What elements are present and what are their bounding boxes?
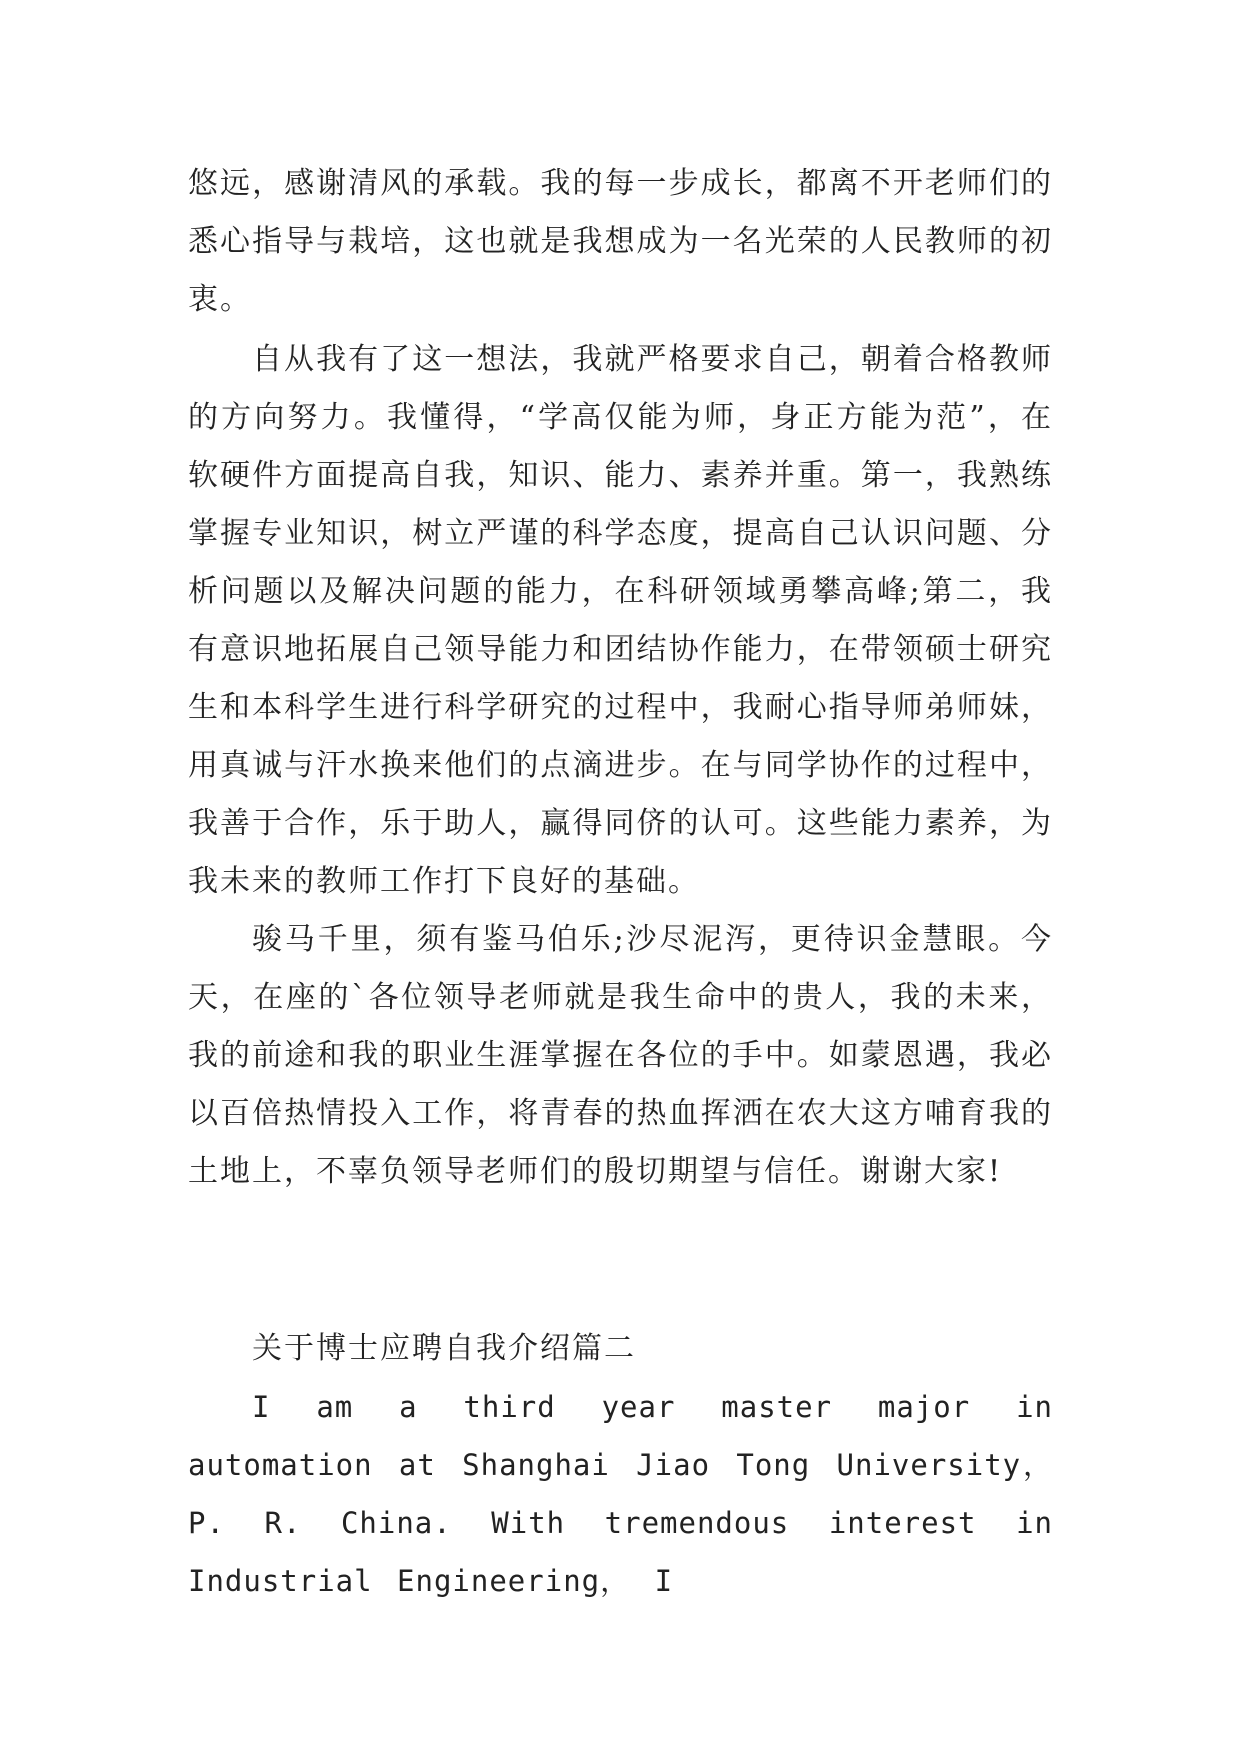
paragraph-english-intro: I am a third year master major in automation at Shanghai Jiao Tong University， P. R. China. With tremendous interest in Industrial Engineering， I xyxy=(188,1390,1053,1598)
section-heading: 关于博士应聘自我介绍篇二 xyxy=(252,1331,636,1366)
paragraph-closing: 骏马千里，须有鉴马伯乐;沙尽泥泻，更待识金慧眼。今天，在座的`各位领导老师就是我生命中的贵人，我的未来，我的前途和我的职业生涯掌握在各位的手中。如蒙恩遇，我必以百倍热情投入工作，将青春的热血挥洒在农大这方哺育我的土地上，不辜负领导老师们的殷切期望与信任。谢谢大家! xyxy=(188,922,1053,1189)
paragraph-self-improvement: 自从我有了这一想法，我就严格要求自己，朝着合格教师的方向努力。我懂得，“学高仅能为师，身正方能为范”，在软硬件方面提高自我，知识、能力、素养并重。第一，我熟练掌握专业知识，树立严谨的科学态度，提高自己认识问题、分析问题以及解决问题的能力，在科研领域勇攀高峰;第二，我有意识地拓展自己领导能力和团结协作能力，在带领硕士研究生和本科学生进行科学研究的过程中，我耐心指导师弟师妹，用真诚与汗水换来他们的点滴进步。在与同学协作的过程中，我善于合作，乐于助人，赢得同侪的认可。这些能力素养，为我未来的教师工作打下良好的基础。 xyxy=(188,342,1053,899)
paragraph-continuation: 悠远，感谢清风的承载。我的每一步成长，都离不开老师们的悉心指导与栽培，这也就是我想成为一名光荣的人民教师的初衷。 xyxy=(188,166,1053,317)
